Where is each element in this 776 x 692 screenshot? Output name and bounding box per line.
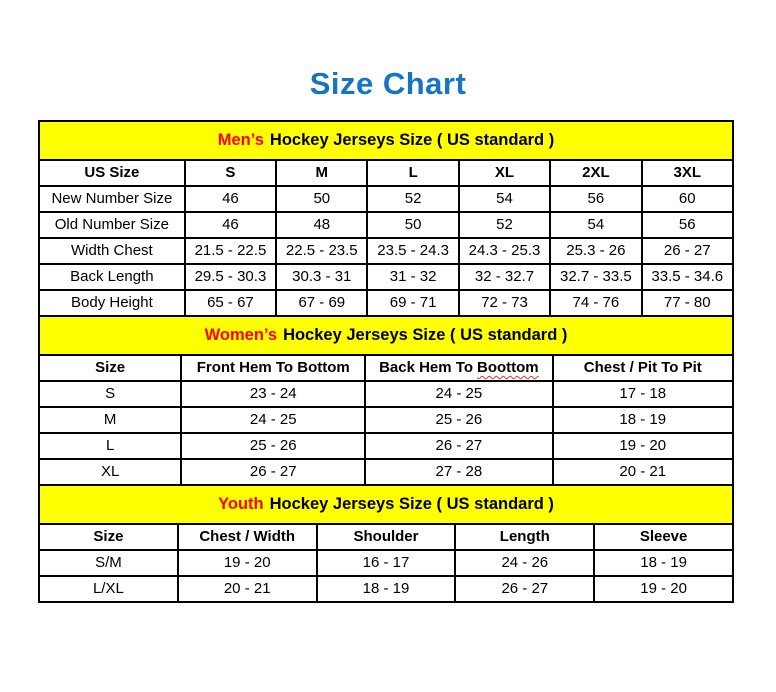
table-row (39, 576, 733, 602)
table-cell: 77 - 80 (642, 290, 733, 316)
table-row (39, 433, 733, 459)
table-row (39, 264, 733, 290)
mens-col-us-size: US Size (39, 160, 185, 186)
table-cell: 16 - 17 (317, 550, 456, 576)
youth-header-row (39, 524, 733, 550)
table-cell: 23 - 24 (181, 381, 365, 407)
womens-section-header-row (39, 316, 733, 355)
mens-heading-text: Hockey Jerseys Size ( US standard ) (269, 131, 555, 150)
row-label: L (39, 433, 181, 459)
row-label: S (39, 381, 181, 407)
row-label: Back Length (39, 264, 185, 290)
row-label: XL (39, 459, 181, 485)
mens-col-2xl: 2XL (550, 160, 641, 186)
mens-header-row (39, 160, 733, 186)
mens-col-s: S (185, 160, 276, 186)
table-cell: 46 (185, 186, 276, 212)
womens-heading-text: Hockey Jerseys Size ( US standard ) (283, 326, 568, 345)
womens-accent-label: Women’s (204, 326, 278, 345)
table-cell: 25 - 26 (181, 433, 365, 459)
table-cell: 29.5 - 30.3 (185, 264, 276, 290)
youth-col-size: Size (39, 524, 178, 550)
table-cell: 19 - 20 (178, 550, 317, 576)
womens-col-size: Size (39, 355, 181, 381)
table-cell: 52 (367, 186, 458, 212)
mens-section-header (39, 121, 733, 160)
table-cell: 26 - 27 (642, 238, 733, 264)
youth-col-sleeve: Sleeve (594, 524, 733, 550)
table-cell: 56 (550, 186, 641, 212)
mens-col-xl: XL (459, 160, 550, 186)
mens-col-l: L (367, 160, 458, 186)
table-row (39, 238, 733, 264)
table-cell: 50 (367, 212, 458, 238)
row-label: Old Number Size (39, 212, 185, 238)
table-cell: 50 (276, 186, 367, 212)
table-cell: 67 - 69 (276, 290, 367, 316)
table-cell: 18 - 19 (553, 407, 733, 433)
table-cell: 46 (185, 212, 276, 238)
table-cell: 18 - 19 (317, 576, 456, 602)
youth-size-table (38, 484, 734, 603)
table-cell: 23.5 - 24.3 (367, 238, 458, 264)
back-hem-misspelled-word: Boottom (476, 358, 539, 376)
table-cell: 69 - 71 (367, 290, 458, 316)
youth-section-header (39, 485, 733, 524)
table-cell: 31 - 32 (367, 264, 458, 290)
table-cell: 74 - 76 (550, 290, 641, 316)
table-cell: 26 - 27 (365, 433, 552, 459)
table-row (39, 407, 733, 433)
table-cell: 32 - 32.7 (459, 264, 550, 290)
womens-col-chest-pit: Chest / Pit To Pit (553, 355, 733, 381)
table-row (39, 290, 733, 316)
row-label: L/XL (39, 576, 178, 602)
table-cell: 60 (642, 186, 733, 212)
table-cell: 24 - 25 (181, 407, 365, 433)
mens-accent-label: Men’s (217, 131, 264, 150)
youth-accent-label: Youth (218, 495, 264, 514)
mens-col-3xl: 3XL (642, 160, 733, 186)
row-label: New Number Size (39, 186, 185, 212)
mens-section-header-row (39, 121, 733, 160)
table-cell: 52 (459, 212, 550, 238)
table-cell: 19 - 20 (594, 576, 733, 602)
table-cell: 24.3 - 25.3 (459, 238, 550, 264)
row-label: Body Height (39, 290, 185, 316)
table-cell: 20 - 21 (553, 459, 733, 485)
row-label: Width Chest (39, 238, 185, 264)
table-cell: 32.7 - 33.5 (550, 264, 641, 290)
table-cell: 27 - 28 (365, 459, 552, 485)
womens-col-front-hem: Front Hem To Bottom (181, 355, 365, 381)
table-cell: 56 (642, 212, 733, 238)
table-row (39, 550, 733, 576)
table-row (39, 212, 733, 238)
table-row (39, 381, 733, 407)
table-cell: 48 (276, 212, 367, 238)
youth-section-header-row (39, 485, 733, 524)
table-cell: 65 - 67 (185, 290, 276, 316)
table-cell: 19 - 20 (553, 433, 733, 459)
table-cell: 25.3 - 26 (550, 238, 641, 264)
womens-col-back-hem (365, 355, 552, 381)
table-cell: 21.5 - 22.5 (185, 238, 276, 264)
table-row (39, 459, 733, 485)
table-cell: 24 - 25 (365, 381, 552, 407)
table-cell: 72 - 73 (459, 290, 550, 316)
table-cell: 54 (550, 212, 641, 238)
youth-col-shoulder: Shoulder (317, 524, 456, 550)
table-cell: 17 - 18 (553, 381, 733, 407)
back-hem-prefix: Back Hem To (379, 358, 473, 376)
mens-col-m: M (276, 160, 367, 186)
mens-size-table (38, 120, 734, 317)
womens-header-row (39, 355, 733, 381)
table-cell: 54 (459, 186, 550, 212)
row-label: S/M (39, 550, 178, 576)
table-cell: 18 - 19 (594, 550, 733, 576)
size-tables (38, 120, 734, 603)
table-cell: 26 - 27 (181, 459, 365, 485)
womens-section-header (39, 316, 733, 355)
youth-col-chest-width: Chest / Width (178, 524, 317, 550)
table-cell: 25 - 26 (365, 407, 552, 433)
page-title: Size Chart (309, 66, 467, 101)
table-cell: 22.5 - 23.5 (276, 238, 367, 264)
row-label: M (39, 407, 181, 433)
table-cell: 30.3 - 31 (276, 264, 367, 290)
youth-col-length: Length (455, 524, 594, 550)
table-cell: 26 - 27 (455, 576, 594, 602)
table-cell: 33.5 - 34.6 (642, 264, 733, 290)
table-cell: 24 - 26 (455, 550, 594, 576)
table-row (39, 186, 733, 212)
table-cell: 20 - 21 (178, 576, 317, 602)
youth-heading-text: Hockey Jerseys Size ( US standard ) (269, 495, 554, 514)
womens-size-table (38, 315, 734, 486)
